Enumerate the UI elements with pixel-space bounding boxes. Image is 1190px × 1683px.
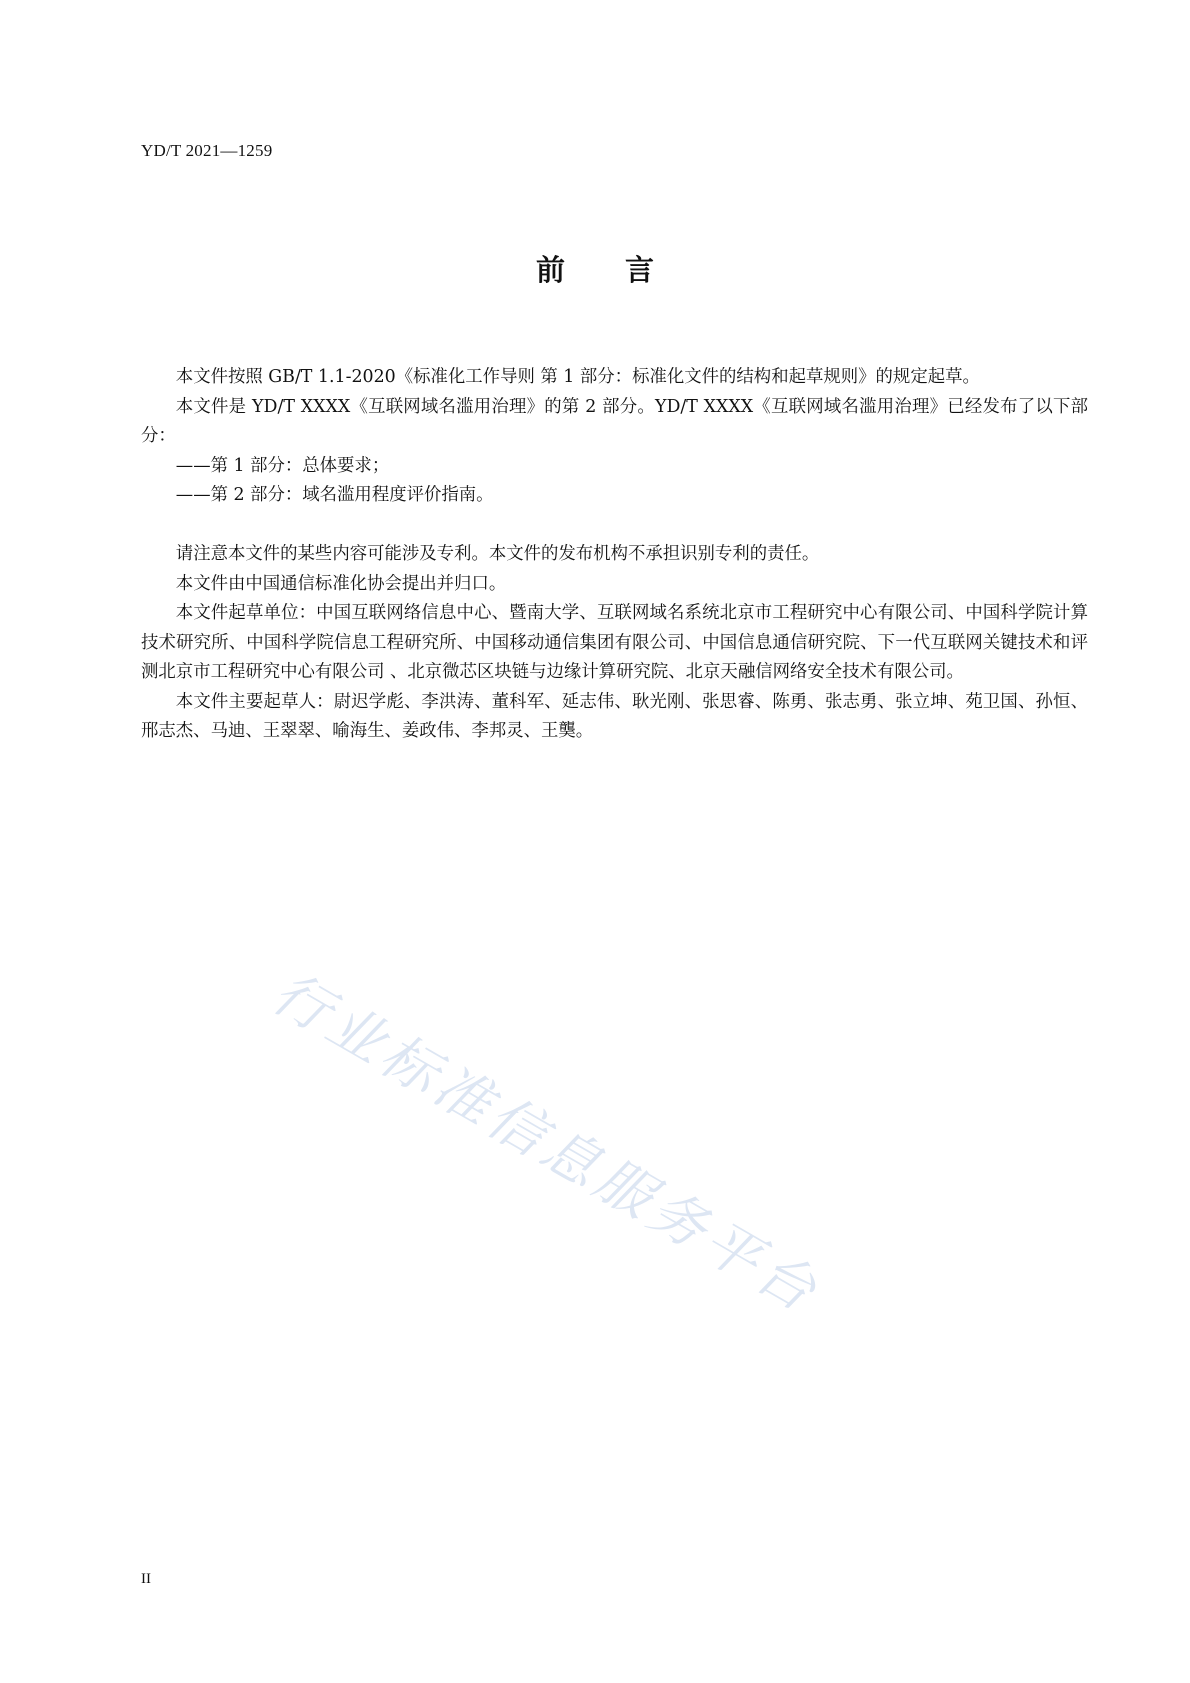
paragraph-patent-notice: 请注意本文件的某些内容可能涉及专利。本文件的发布机构不承担识别专利的责任。: [175, 544, 820, 564]
title-char-2: 言: [625, 253, 655, 287]
paragraph-gap: [141, 511, 1088, 541]
paragraph-proposer: 本文件由中国通信标准化协会提出并归口。: [175, 573, 507, 594]
list-item-part-1: ——第 1 部分：总体要求；: [175, 455, 390, 476]
page-number: II: [141, 1571, 151, 1587]
title-char-1: 前: [535, 253, 565, 287]
paragraph-part-info: 本文件是 YD/T XXXX《互联网域名滥用治理》的第 2 部分。YD/T XXXX《互联网域名滥用治理》已经发布了以下部分：: [141, 396, 1088, 446]
watermark: 行业标准信息服务平台: [261, 960, 831, 1327]
foreword-body: [141, 363, 1088, 747]
paragraph-drafters: 本文件主要起草人：尉迟学彪、李洪涛、董科军、延志伟、耿光刚、张思睿、陈勇、张志勇、张立坤、苑卫国、孙恒、邢志杰、马迪、王翠翠、喻海生、姜政伟、李邦灵、王龑。: [141, 691, 1088, 741]
paragraph-drafting-units: 本文件起草单位：中国互联网络信息中心、暨南大学、互联网域名系统北京市工程研究中心有限公司、中国科学院计算技术研究所、中国科学院信息工程研究所、中国移动通信集团有限公司、中国信息通信研究院、下一代互联网关键技术和评测北京市工程研究中心有限公司 、北京微芯区块链与边缘计算研究院、北京天融信网络安全技术有限公司。: [141, 603, 1088, 682]
paragraph-drafting-rules: 本文件按照 GB/T 1.1-2020《标准化工作导则 第 1 部分：标准化文件的结构和起草规则》的规定起草。: [175, 367, 980, 387]
document-code: YD/T 2021—1259: [141, 141, 273, 160]
list-item-part-2: ——第 2 部分：域名滥用程度评价指南。: [175, 485, 494, 505]
page-title: [0, 248, 1190, 289]
